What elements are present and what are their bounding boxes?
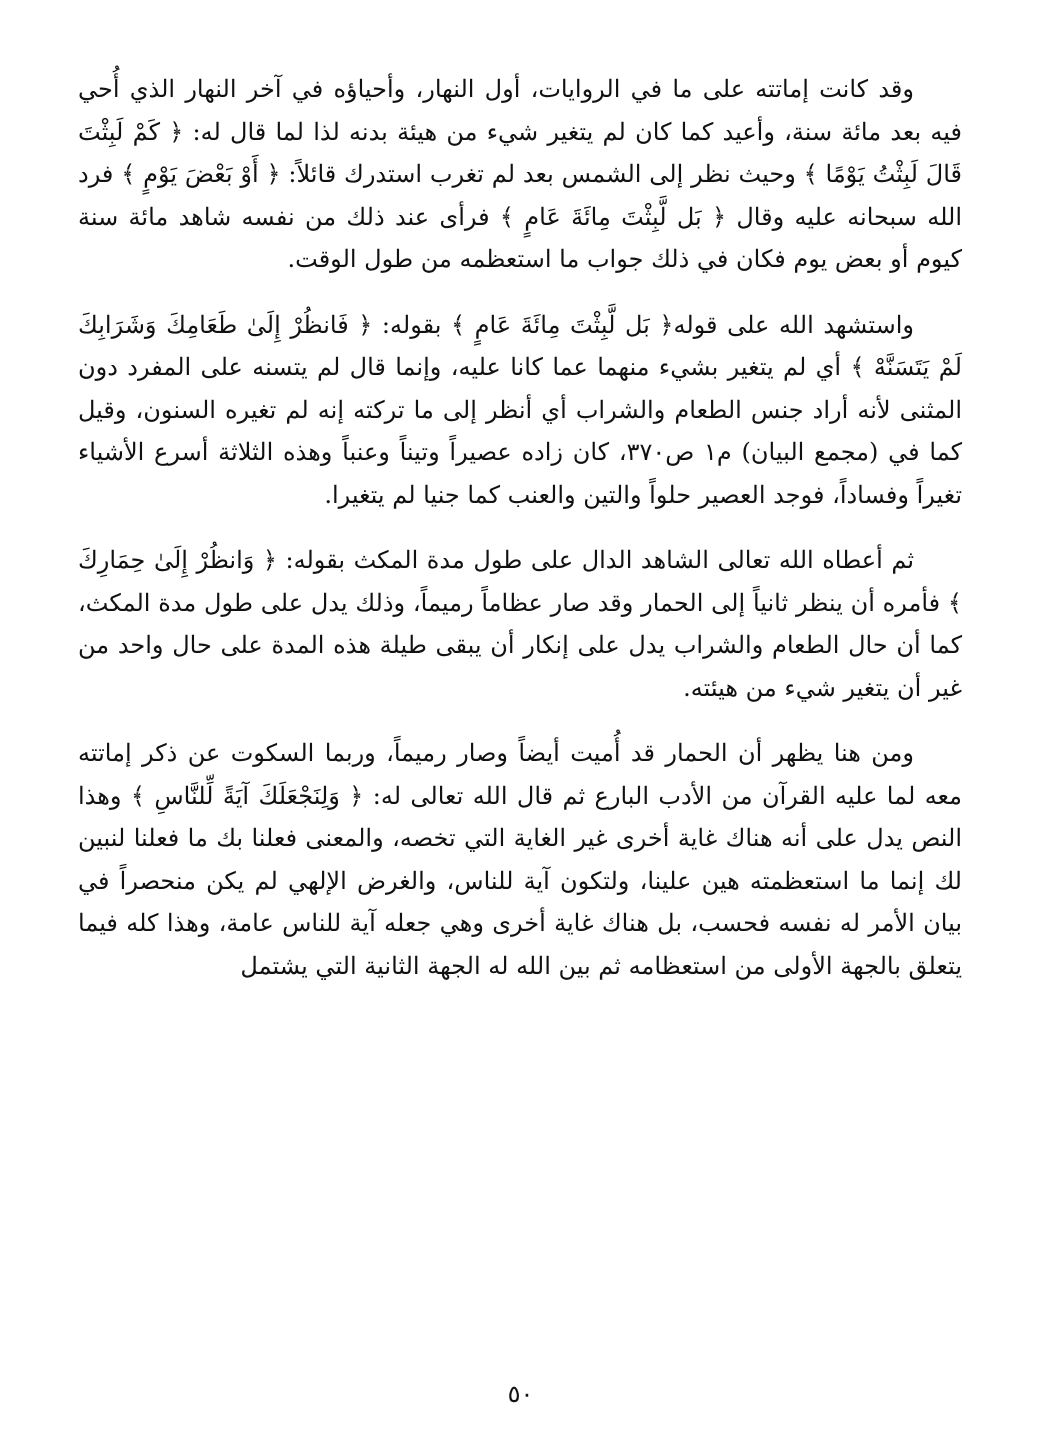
page-number: ٥٠ — [507, 1380, 534, 1408]
page-body — [78, 68, 962, 1388]
paragraph-1: وقد كانت إماتته على ما في الروايات، أول النهار، وأحياؤه في آخر النهار الذي أُحي فيه بعد مائة سنة، وأعيد كما كان لم يتغير شيء من هيئة بدنه لذا لما قال له: ﴿ كَمْ لَبِثْتَ قَالَ لَبِثْتُ يَوْمًا ﴾ وحيث نظر إلى الشمس بعد لم تغرب استدرك قائلاً: ﴿ أَوْ بَعْضَ يَوْمٍ ﴾ فرد الله سبحانه عليه وقال ﴿ بَل لَّبِثْتَ مِائَةَ عَامٍ ﴾ فرأى عند ذلك من نفسه شاهد مائة سنة كيوم أو بعض يوم فكان في ذلك جواب ما استعظمه من طول الوقت. — [78, 75, 962, 273]
paragraph-3: ثم أعطاه الله تعالى الشاهد الدال على طول مدة المكث بقوله: ﴿ وَانظُرْ إِلَىٰ حِمَارِكَ ﴾ فأمره أن ينظر ثانياً إلى الحمار وقد صار عظاماً رميماً، وذلك يدل على طول مدة المكث، كما أن حال الطعام والشراب يدل على إنكار أن يبقى طيلة هذه المدة على حال واحد من غير أن يتغير شيء من هيئته. — [78, 546, 962, 702]
paragraph-4: ومن هنا يظهر أن الحمار قد أُميت أيضاً وصار رميماً، وربما السكوت عن ذكر إماتته معه لما عليه القرآن من الأدب البارع ثم قال الله تعالى له: ﴿ وَلِنَجْعَلَكَ آيَةً لِّلنَّاسِ ﴾ وهذا النص يدل على أنه هناك غاية أخرى غير الغاية التي تخصه، والمعنى فعلنا بك ما فعلنا لنبين لك إنما ما استعظمته هين علينا، ولتكون آية للناس، والغرض الإلهي لم يكن منحصراً في بيان الأمر له نفسه فحسب، بل هناك غاية أخرى وهي جعله آية للناس عامة، وهذا كله فيما يتعلق بالجهة الأولى من استعظامه ثم بين الله له الجهة الثانية التي يشتمل — [78, 739, 962, 980]
paragraph-2: واستشهد الله على قوله﴿ بَل لَّبِثْتَ مِائَةَ عَامٍ ﴾ بقوله: ﴿ فَانظُرْ إِلَىٰ طَعَامِكَ وَشَرَابِكَ لَمْ يَتَسَنَّهْ ﴾ أي لم يتغير بشيء منهما عما كانا عليه، وإنما قال لم يتسنه على المفرد دون المثنى لأنه أراد جنس الطعام والشراب أي أنظر إلى ما تركته إنه لم تغيره السنون، وقيل كما في (مجمع البيان) م١ ص٣٧٠، كان زاده عصيراً وتيناً وعنباً وهذه الثلاثة أسرع الأشياء تغيراً وفساداً، فوجد العصير حلواً والتين والعنب كما جنيا لم يتغيرا. — [78, 310, 962, 509]
